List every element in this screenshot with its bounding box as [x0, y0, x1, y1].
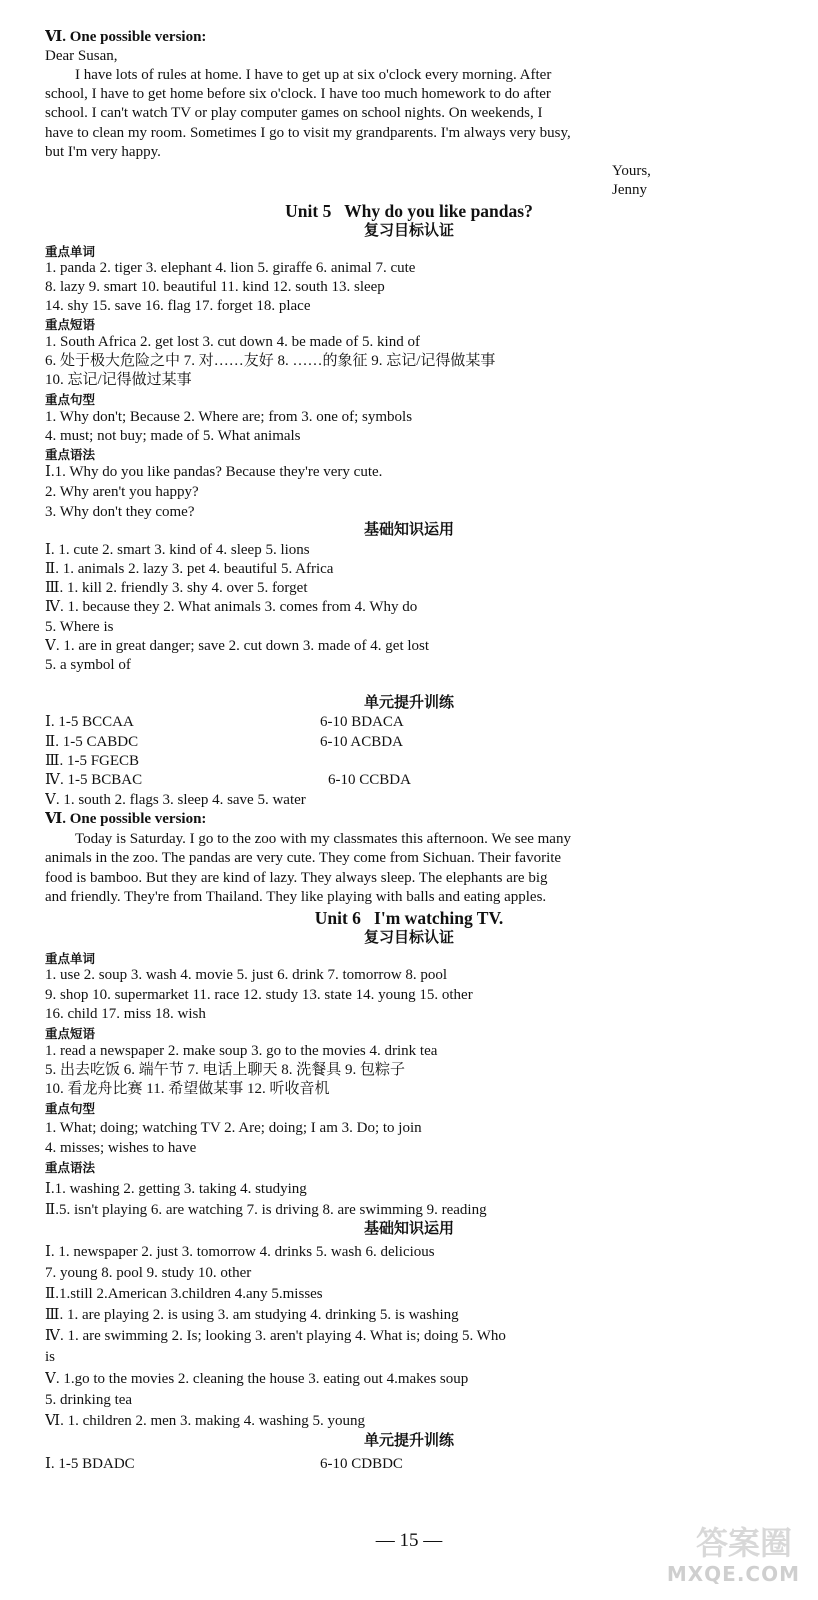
- unit6-basic-line: Ⅰ. 1. newspaper 2. just 3. tomorrow 4. drinks 5. wash 6. delicious: [45, 1244, 435, 1260]
- unit5-grammar-line: Ⅰ.1. Why do you like pandas? Because they're very cute.: [45, 464, 383, 480]
- letter-line: have to clean my room. Sometimes I go to visit my grandparents. I'm always very busy,: [45, 125, 571, 141]
- unit6-words-line: 9. shop 10. supermarket 11. race 12. study 13. state 14. young 15. other: [45, 987, 473, 1003]
- letter-closing: Yours,: [612, 163, 651, 179]
- training-left: Ⅱ. 1-5 CABDC: [45, 734, 139, 750]
- unit5-grammar-label: 重点语法: [45, 447, 96, 462]
- unit5-words-line: 8. lazy 9. smart 10. beautiful 11. kind 12. south 13. sleep: [45, 279, 385, 295]
- unit5-training-row: [45, 713, 796, 732]
- essay-line: animals in the zoo. The pandas are very cute. They come from Sichuan. Their favorite: [45, 850, 562, 866]
- letter-line: school, I have to get home before six o'clock. I have too much homework to do after: [45, 86, 551, 102]
- unit5-training-row: [45, 771, 796, 790]
- unit5-training-row: [45, 733, 796, 752]
- training-right: 6-10 ACBDA: [320, 734, 403, 750]
- unit5-basic-line: Ⅳ. 1. because they 2. What animals 3. comes from 4. Why do: [45, 599, 418, 615]
- page-number: — 15 —: [375, 1530, 443, 1551]
- unit5-review-heading: 复习目标认证: [363, 223, 454, 239]
- unit6-phrases-line: 1. read a newspaper 2. make soup 3. go to the movies 4. drink tea: [45, 1043, 438, 1059]
- essay-line: food is bamboo. But they are kind of lazy. They always sleep. The elephants are big: [45, 870, 548, 886]
- unit6-phrases-line: 10. 看龙舟比赛 11. 希望做某事 12. 听收音机: [45, 1081, 330, 1097]
- unit6-basic-line: Ⅱ.1.still 2.American 3.children 4.any 5.misses: [45, 1286, 323, 1302]
- unit6-grammar-label: 重点语法: [45, 1160, 96, 1175]
- training-left: Ⅰ. 1-5 BCCAA: [45, 714, 134, 730]
- unit6-basic-line: Ⅴ. 1.go to the movies 2. cleaning the house 3. eating out 4.makes soup: [45, 1371, 469, 1387]
- letter-line: but I'm very happy.: [45, 144, 161, 160]
- unit6-basic-line: Ⅲ. 1. are playing 2. is using 3. am studying 4. drinking 5. is washing: [45, 1307, 459, 1323]
- unit6-grammar-line: Ⅱ.5. isn't playing 6. are watching 7. is driving 8. are swimming 9. reading: [45, 1202, 487, 1218]
- training-left: Ⅰ. 1-5 BDADC: [45, 1456, 135, 1472]
- letter-line: I have lots of rules at home. I have to get up at six o'clock every morning. After: [75, 67, 552, 83]
- unit5-words-label: 重点单词: [45, 244, 96, 259]
- unit5-words-line: 1. panda 2. tiger 3. elephant 4. lion 5. giraffe 6. animal 7. cute: [45, 260, 416, 276]
- version-heading: Ⅵ. One possible version:: [45, 29, 207, 45]
- unit6-words-line: 1. use 2. soup 3. wash 4. movie 5. just 6. drink 7. tomorrow 8. pool: [45, 967, 448, 983]
- unit5-phrases-line: 6. 处于极大危险之中 7. 对……友好 8. ……的象征 9. 忘记/记得做某事: [45, 353, 496, 369]
- unit5-basic-line: 5. a symbol of: [45, 657, 131, 673]
- unit6-phrases-label: 重点短语: [45, 1026, 96, 1041]
- essay-line: and friendly. They're from Thailand. They like playing with balls and eating apples.: [45, 889, 547, 905]
- unit5-sentences-label: 重点句型: [45, 392, 96, 407]
- unit6-words-line: 16. child 17. miss 18. wish: [45, 1006, 206, 1022]
- training-right: 6-10 CDBDC: [320, 1456, 403, 1472]
- unit6-training-row: [45, 1455, 796, 1474]
- unit6-basic-heading: 基础知识运用: [363, 1221, 454, 1237]
- unit6-basic-line: 7. young 8. pool 9. study 10. other: [45, 1265, 252, 1281]
- watermark-logo: [650, 1518, 800, 1586]
- unit5-basic-line: Ⅱ. 1. animals 2. lazy 3. pet 4. beautiful 5. Africa: [45, 561, 334, 577]
- unit5-phrases-line: 10. 忘记/记得做过某事: [45, 372, 192, 388]
- watermark-chars: 答案圈: [695, 1524, 792, 1562]
- unit6-basic-line: 5. drinking tea: [45, 1392, 133, 1408]
- unit5-phrases-line: 1. South Africa 2. get lost 3. cut down 4. be made of 5. kind of: [45, 334, 420, 350]
- unit5-grammar-line: 2. Why aren't you happy?: [45, 484, 199, 500]
- training-left: Ⅲ. 1-5 FGECB: [45, 753, 140, 769]
- unit6-grammar-line: Ⅰ.1. washing 2. getting 3. taking 4. studying: [45, 1181, 307, 1197]
- unit5-training-row: [45, 791, 796, 810]
- unit5-basic-heading: 基础知识运用: [363, 522, 454, 538]
- letter-greeting: Dear Susan,: [45, 48, 118, 64]
- training-left: Ⅴ. 1. south 2. flags 3. sleep 4. save 5. water: [45, 792, 306, 808]
- unit6-sentences-line: 4. misses; wishes to have: [45, 1140, 197, 1156]
- essay-line: Today is Saturday. I go to the zoo with my classmates this afternoon. We see many: [75, 831, 571, 847]
- unit5-basic-line: Ⅴ. 1. are in great danger; save 2. cut down 3. made of 4. get lost: [45, 638, 430, 654]
- unit6-basic-line: Ⅳ. 1. are swimming 2. Is; looking 3. aren't playing 4. What is; doing 5. Who: [45, 1328, 506, 1344]
- unit6-phrases-line: 5. 出去吃饭 6. 端午节 7. 电话上聊天 8. 洗餐具 9. 包粽子: [45, 1062, 406, 1078]
- unit5-grammar-line: 3. Why don't they come?: [45, 504, 195, 520]
- unit5-sentences-line: 1. Why don't; Because 2. Where are; from 3. one of; symbols: [45, 409, 413, 425]
- unit6-basic-line: Ⅵ. 1. children 2. men 3. making 4. washing 5. young: [45, 1413, 366, 1429]
- unit5-phrases-label: 重点短语: [45, 317, 96, 332]
- training-right: 6-10 BDACA: [320, 714, 404, 730]
- unit6-sentences-line: 1. What; doing; watching TV 2. Are; doing; I am 3. Do; to join: [45, 1120, 422, 1136]
- unit5-sentences-line: 4. must; not buy; made of 5. What animals: [45, 428, 301, 444]
- unit5-basic-line: Ⅲ. 1. kill 2. friendly 3. shy 4. over 5. forget: [45, 580, 308, 596]
- unit6-basic-line: is: [45, 1349, 56, 1365]
- unit5-basic-line: 5. Where is: [45, 619, 114, 635]
- unit5-title: Unit 5 Why do you like pandas?: [285, 201, 533, 221]
- letter-line: school. I can't watch TV or play computer games on school nights. On weekends, I: [45, 105, 543, 121]
- unit5-training-row: [45, 752, 796, 771]
- unit5-basic-line: Ⅰ. 1. cute 2. smart 3. kind of 4. sleep 5. lions: [45, 542, 310, 558]
- unit6-words-label: 重点单词: [45, 951, 96, 966]
- letter-signature: Jenny: [612, 182, 647, 198]
- training-left: Ⅳ. 1-5 BCBAC: [45, 772, 143, 788]
- unit6-title: Unit 6 I'm watching TV.: [314, 908, 504, 928]
- unit6-review-heading: 复习目标认证: [363, 930, 454, 946]
- training-right: 6-10 CCBDA: [328, 772, 411, 788]
- unit5-version-heading: Ⅵ. One possible version:: [45, 811, 207, 827]
- unit6-sentences-label: 重点句型: [45, 1101, 96, 1116]
- unit5-training-heading: 单元提升训练: [363, 695, 454, 711]
- unit5-words-line: 14. shy 15. save 16. flag 17. forget 18. place: [45, 298, 311, 314]
- unit6-training-heading: 单元提升训练: [363, 1433, 454, 1449]
- watermark-text: MXQE.COM: [666, 1562, 800, 1586]
